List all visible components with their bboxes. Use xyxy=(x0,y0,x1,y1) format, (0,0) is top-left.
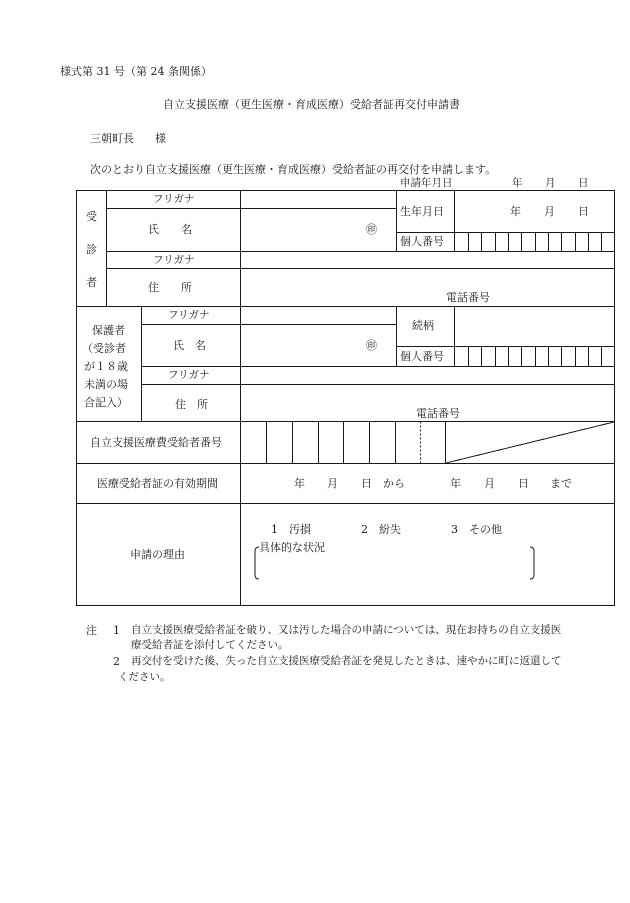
guardian-name-field[interactable] xyxy=(242,326,362,365)
patient-section-char-3: 者 xyxy=(86,276,97,289)
note-2-line-2: ください。 xyxy=(118,671,171,683)
reason-option-lost[interactable]: 2 紛失 xyxy=(361,523,401,536)
application-date-label: 申請年月日 xyxy=(400,177,453,189)
patient-birthdate-label: 生年月日 xyxy=(400,205,444,218)
note-1-line-1: 自立支援医療受給者証を破り、又は汚した場合の申請については、現在お持ちの自立支援医 xyxy=(131,624,562,636)
application-statement: 次のとおり自立支援医療（更生医療・育成医療）受給者証の再交付を申請します。 xyxy=(90,163,497,176)
reason-option-soiled[interactable]: 1 汚損 xyxy=(271,523,311,536)
certificate-number-field[interactable] xyxy=(242,423,444,462)
guardian-section-line-2: （受診者 xyxy=(82,342,126,355)
patient-furigana-field[interactable] xyxy=(242,192,394,207)
application-date-month: 月 xyxy=(545,177,556,189)
guardian-address-field[interactable] xyxy=(242,386,612,406)
guardian-address-label: 住 所 xyxy=(175,398,208,411)
notes-prefix: 注 xyxy=(86,624,97,637)
guardian-phone-label: 電話番号 xyxy=(416,407,460,420)
reason-label: 申請の理由 xyxy=(130,548,185,561)
patient-furigana2-field[interactable] xyxy=(242,253,612,267)
patient-address-label: 住 所 xyxy=(148,281,192,294)
certificate-number-label: 自立支援医療費受給者番号 xyxy=(90,436,222,449)
form-number: 様式第 31 号（第 24 条関係） xyxy=(60,65,212,78)
note-1-line-2: 療受給者証を添付してください。 xyxy=(131,639,289,651)
patient-birthdate-field[interactable] xyxy=(456,192,612,231)
guardian-furigana2-label: フリガナ xyxy=(168,369,210,381)
guardian-seal: ㊞ xyxy=(366,339,377,352)
patient-section-char-2: 診 xyxy=(86,243,97,256)
guardian-personal-number-label: 個人番号 xyxy=(400,350,444,363)
patient-birthdate-year: 年 xyxy=(510,205,521,218)
addressee: 三朝町長 xyxy=(90,132,134,145)
reason-option-other[interactable]: 3 その他 xyxy=(451,523,502,536)
validity-period-field[interactable] xyxy=(242,465,612,502)
note-2-number: 2 xyxy=(113,655,120,668)
guardian-relation-field[interactable] xyxy=(456,308,612,345)
patient-personal-number-label: 個人番号 xyxy=(400,235,444,248)
guardian-name-label: 氏 名 xyxy=(173,339,206,352)
form-title: 自立支援医療（更生医療・育成医療）受給者証再交付申請書 xyxy=(163,98,460,111)
validity-from-year: 年 xyxy=(294,477,305,490)
guardian-phone-field[interactable] xyxy=(466,406,612,420)
guardian-section-line-4: 未満の場 xyxy=(84,378,128,391)
application-date-day: 日 xyxy=(578,177,589,189)
addressee-honorific: 様 xyxy=(155,132,166,145)
validity-until-month: 月 xyxy=(484,477,495,490)
patient-address-field[interactable] xyxy=(242,270,612,290)
note-2-line-1: 再交付を受けた後、失った自立支援医療受給者証を発見したときは、速やかに町に返還して xyxy=(131,655,562,667)
validity-until-year: 年 xyxy=(450,477,461,490)
application-date-year: 年 xyxy=(512,177,523,189)
reason-detail-label: 具体的な状況 xyxy=(259,541,325,554)
validity-label: 医療受給者証の有効期間 xyxy=(97,477,218,490)
validity-until-suffix: まで xyxy=(550,477,572,490)
patient-furigana-label: フリガナ xyxy=(153,193,195,205)
patient-phone-field[interactable] xyxy=(496,290,612,305)
patient-furigana2-label: フリガナ xyxy=(153,254,195,266)
guardian-furigana2-field[interactable] xyxy=(242,368,612,383)
patient-name-field[interactable] xyxy=(242,210,362,250)
guardian-section-line-1: 保護者 xyxy=(92,324,125,337)
patient-birthdate-month: 月 xyxy=(544,205,555,218)
patient-section-char-1: 受 xyxy=(86,210,97,223)
validity-from-day: 日 から xyxy=(361,477,405,490)
guardian-relation-label: 続柄 xyxy=(412,319,434,332)
guardian-section-line-5: 合記入） xyxy=(84,396,128,409)
guardian-furigana-field[interactable] xyxy=(242,308,394,323)
note-1-number: 1 xyxy=(113,624,120,637)
patient-seal: ㊞ xyxy=(366,223,377,236)
guardian-furigana-label: フリガナ xyxy=(168,309,210,321)
validity-until-day: 日 xyxy=(518,477,529,490)
validity-from-month: 月 xyxy=(327,477,338,490)
patient-phone-label: 電話番号 xyxy=(446,291,490,304)
reason-detail-field[interactable] xyxy=(262,556,526,578)
patient-name-label: 氏 名 xyxy=(148,223,192,236)
guardian-section-line-3: が１８歳 xyxy=(84,360,128,373)
patient-birthdate-day: 日 xyxy=(578,205,589,218)
